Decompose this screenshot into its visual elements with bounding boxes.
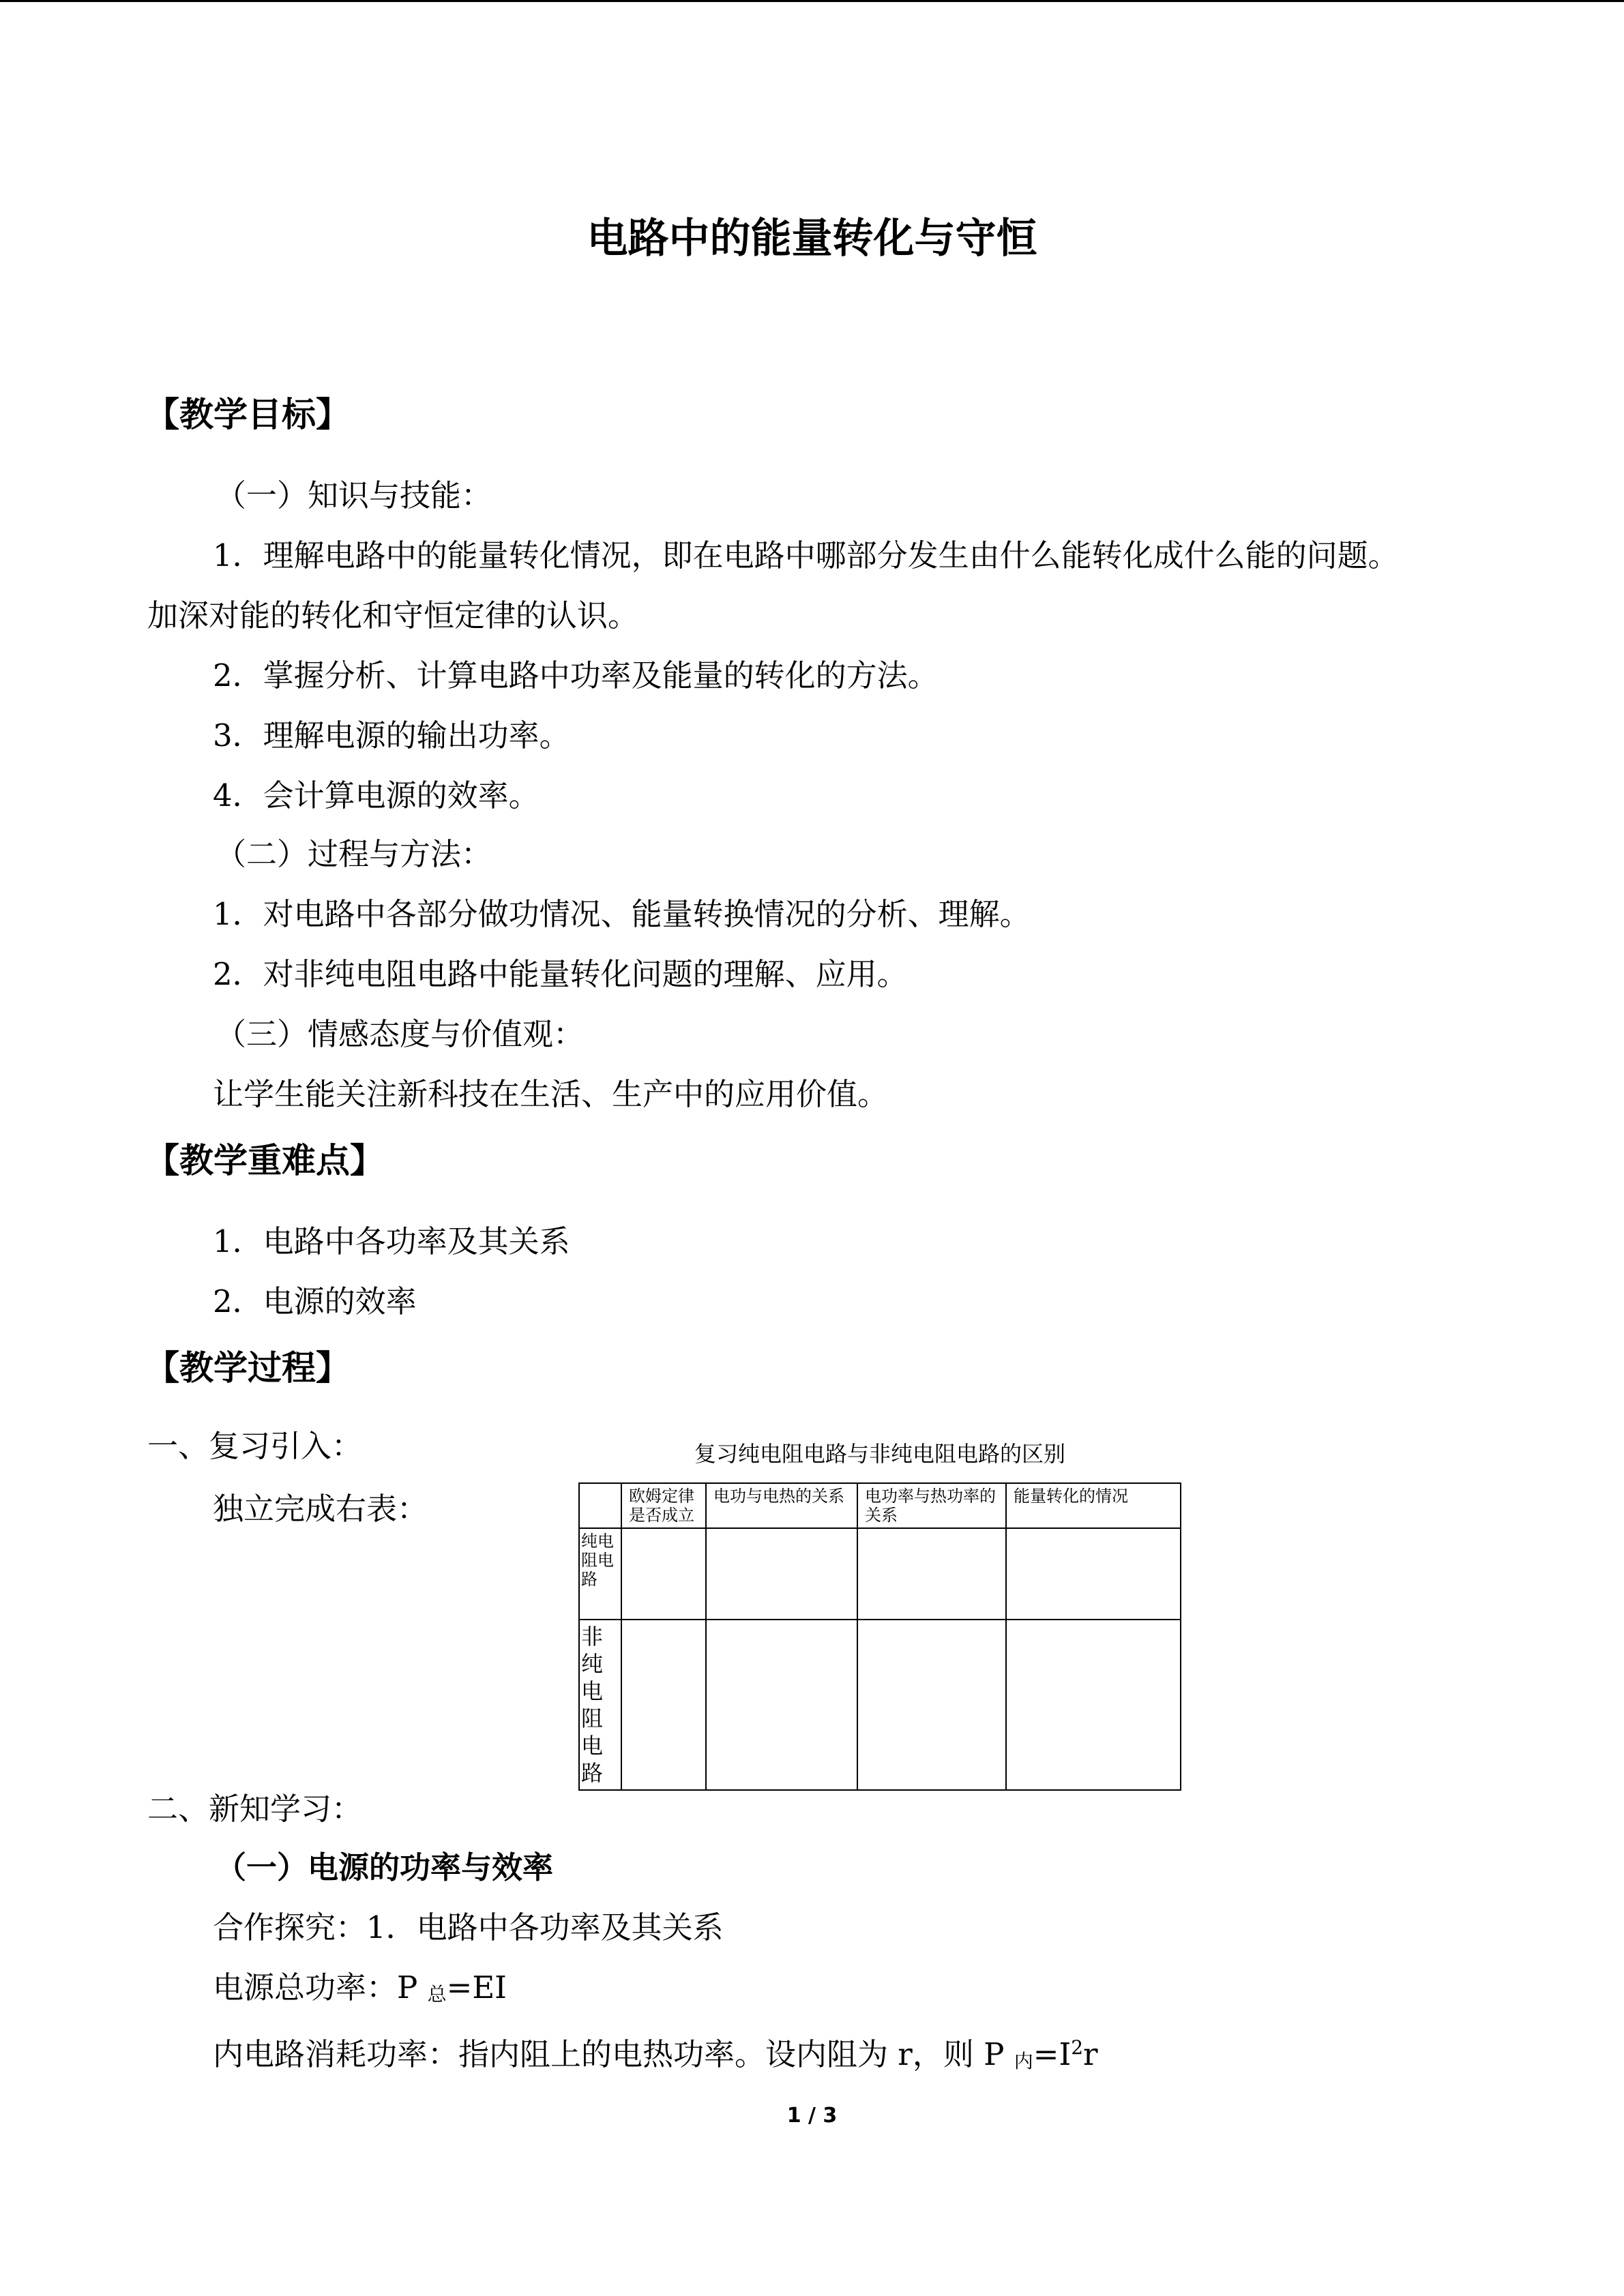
objective-item-3: 3．理解电源的输出功率。	[213, 717, 570, 754]
table-cell	[857, 1528, 1006, 1620]
table-cell	[706, 1620, 857, 1790]
subheading-attitude-values: （三）情感态度与价值观：	[216, 1016, 585, 1052]
internal-power-formula	[213, 2024, 1098, 2085]
attitude-item: 让学生能关注新科技在生活、生产中的应用价值。	[213, 1076, 889, 1112]
total-power-subscript: 总	[427, 1983, 447, 2006]
table-header-work-heat: 电功与电热的关系	[706, 1483, 857, 1528]
table-cell	[1006, 1528, 1181, 1620]
page-top-border	[0, 0, 1624, 2]
table-row	[579, 1620, 1181, 1790]
page-title: 电路中的能量转化与守恒	[587, 215, 1037, 263]
subheading-knowledge-skills: （一）知识与技能：	[216, 477, 492, 513]
key-point-2: 2．电源的效率	[213, 1283, 417, 1320]
table-cell	[621, 1528, 706, 1620]
heading-teaching-process: 【教学过程】	[145, 1348, 350, 1388]
table-cell	[706, 1528, 857, 1620]
table-header-ohm-law: 欧姆定律是否成立	[621, 1483, 706, 1528]
row-label-non-pure-resistance: 非纯电阻电路	[579, 1620, 621, 1790]
process-item-2: 2．对非纯电阻电路中能量转化问题的理解、应用。	[213, 956, 908, 992]
objective-item-1-continued: 加深对能的转化和守恒定律的认识。	[147, 597, 639, 633]
subheading-process-method: （二）过程与方法：	[216, 836, 492, 872]
internal-power-superscript: 2	[1071, 2036, 1084, 2059]
table-header-power-heat: 电功率与热功率的关系	[857, 1483, 1006, 1528]
internal-power-eq-b: r	[1083, 2036, 1098, 2072]
total-power-label: 电源总功率：P	[213, 1969, 418, 2006]
process-item-1: 1．对电路中各部分做功情况、能量转换情况的分析、理解。	[213, 896, 1031, 932]
total-power-equation: =EI	[446, 1969, 507, 2006]
table-header-row	[579, 1483, 1181, 1528]
internal-power-text: 内电路消耗功率：指内阻上的电热功率。设内阻为 r，则 P	[213, 2036, 1005, 2072]
heading-teaching-objectives: 【教学目标】	[145, 395, 350, 434]
internal-power-subscript: 内	[1014, 2050, 1033, 2072]
table-cell	[857, 1620, 1006, 1790]
table-caption: 复习纯电阻电路与非纯电阻电路的区别	[694, 1441, 1065, 1467]
table-header-energy-conversion: 能量转化的情况	[1006, 1483, 1181, 1528]
cooperative-inquiry: 合作探究：1．电路中各功率及其关系	[213, 1909, 724, 1945]
table-cell	[621, 1620, 706, 1790]
heading-key-points: 【教学重难点】	[145, 1141, 384, 1180]
key-point-1: 1．电路中各功率及其关系	[213, 1223, 570, 1259]
total-power-formula	[213, 1964, 507, 2018]
new-learning-title: 二、新知学习：	[147, 1791, 363, 1827]
review-title: 一、复习引入：	[147, 1428, 363, 1464]
objective-item-1: 1．理解电路中的能量转化情况，即在电路中哪部分发生由什么能转化成什么能的问题。	[213, 537, 1399, 573]
table-corner-cell	[579, 1483, 621, 1528]
page-number: 1 / 3	[786, 2104, 838, 2128]
objective-item-2: 2．掌握分析、计算电路中功率及能量的转化的方法。	[213, 657, 939, 694]
table-cell	[1006, 1620, 1181, 1790]
objective-item-4: 4．会计算电源的效率。	[213, 777, 540, 814]
review-table	[578, 1482, 1181, 1791]
internal-power-eq-a: =I	[1033, 2036, 1072, 2072]
table-row	[579, 1528, 1181, 1620]
new-learning-subheading: （一）电源的功率与效率	[216, 1849, 554, 1885]
review-task: 独立完成右表：	[213, 1491, 428, 1527]
row-label-pure-resistance: 纯电阻电路	[579, 1528, 621, 1620]
